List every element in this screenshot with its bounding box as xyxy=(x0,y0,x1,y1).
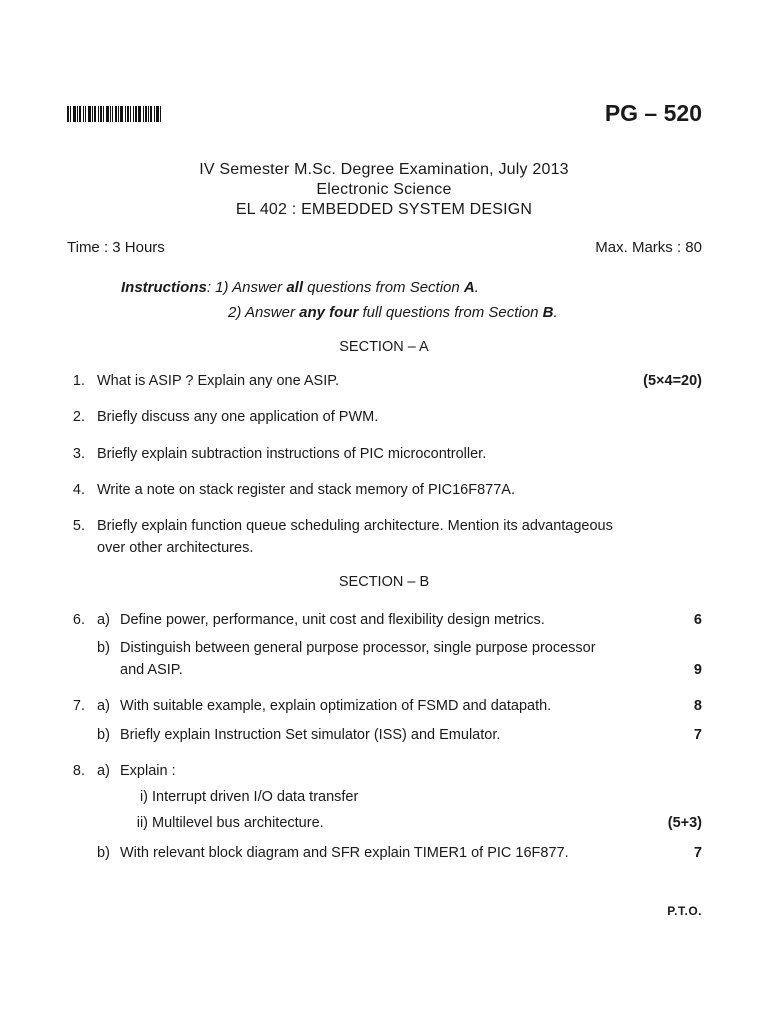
question-text: What is ASIP ? Explain any one ASIP. xyxy=(97,373,340,389)
question-text: Briefly explain function queue scheduling architecture. Mention its advantageous xyxy=(97,518,613,534)
question-text: Distinguish between general purpose processor, single purpose processor xyxy=(120,640,596,656)
marks: (5+3) xyxy=(667,815,702,831)
instruction-1: Instructions: 1) Answer all questions from Section A. xyxy=(121,279,479,296)
question-number: 7. xyxy=(72,698,85,714)
pto-label: P.T.O. xyxy=(667,904,702,918)
question-number: 5. xyxy=(72,518,85,534)
marks: 7 xyxy=(693,845,702,861)
marks: 6 xyxy=(693,612,702,628)
question-text: With relevant block diagram and SFR explain TIMER1 of PIC 16F877. xyxy=(120,845,569,861)
question-text: Briefly explain Instruction Set simulator (ISS) and Emulator. xyxy=(120,727,501,743)
question-number: 1. xyxy=(72,373,85,389)
subject: Electronic Science xyxy=(316,181,452,198)
course-title: EL 402 : EMBEDDED SYSTEM DESIGN xyxy=(235,201,533,218)
marks: 8 xyxy=(693,698,702,714)
instruction-2: 2) Answer any four full questions from Section B. xyxy=(228,304,558,321)
subpart-label: b) xyxy=(97,845,110,861)
question-number: 8. xyxy=(72,763,85,779)
question-text: Interrupt driven I/O data transfer xyxy=(152,789,359,805)
question-text: With suitable example, explain optimization of FSMD and datapath. xyxy=(120,698,552,714)
subpart-label: a) xyxy=(97,698,110,714)
marks: 9 xyxy=(693,662,702,678)
question-text: and ASIP. xyxy=(120,662,183,678)
question-text: Multilevel bus architecture. xyxy=(152,815,324,831)
subpart-label: ii) xyxy=(136,815,148,831)
marks: 7 xyxy=(693,727,702,743)
question-text: Write a note on stack register and stack memory of PIC16F877A. xyxy=(97,482,516,498)
paper-code: PG – 520 xyxy=(604,100,702,126)
question-number: 4. xyxy=(72,482,85,498)
question-text: Briefly explain subtraction instructions of PIC microcontroller. xyxy=(97,446,487,462)
subpart-label: b) xyxy=(97,640,110,656)
subpart-label: a) xyxy=(97,763,110,779)
barcode xyxy=(67,106,168,122)
subpart-label: b) xyxy=(97,727,110,743)
subpart-label: i) xyxy=(139,789,148,805)
section-b-title: SECTION – B xyxy=(338,574,430,590)
instructions-label: Instructions xyxy=(121,279,207,296)
question-text: Explain : xyxy=(120,763,176,779)
exam-title: IV Semester M.Sc. Degree Examination, July 2013 xyxy=(199,161,569,178)
section-a-title: SECTION – A xyxy=(339,339,429,355)
subpart-label: a) xyxy=(97,612,110,628)
question-text: Briefly discuss any one application of PWM. xyxy=(97,409,379,425)
question-text: Define power, performance, unit cost and flexibility design metrics. xyxy=(120,612,545,628)
section-a-marks: (5×4=20) xyxy=(643,373,702,389)
question-number: 2. xyxy=(72,409,85,425)
question-text: over other architectures. xyxy=(97,540,254,556)
question-number: 6. xyxy=(72,612,85,628)
max-marks: Max. Marks : 80 xyxy=(595,239,702,256)
time-allowed: Time : 3 Hours xyxy=(67,239,165,256)
question-number: 3. xyxy=(72,446,85,462)
